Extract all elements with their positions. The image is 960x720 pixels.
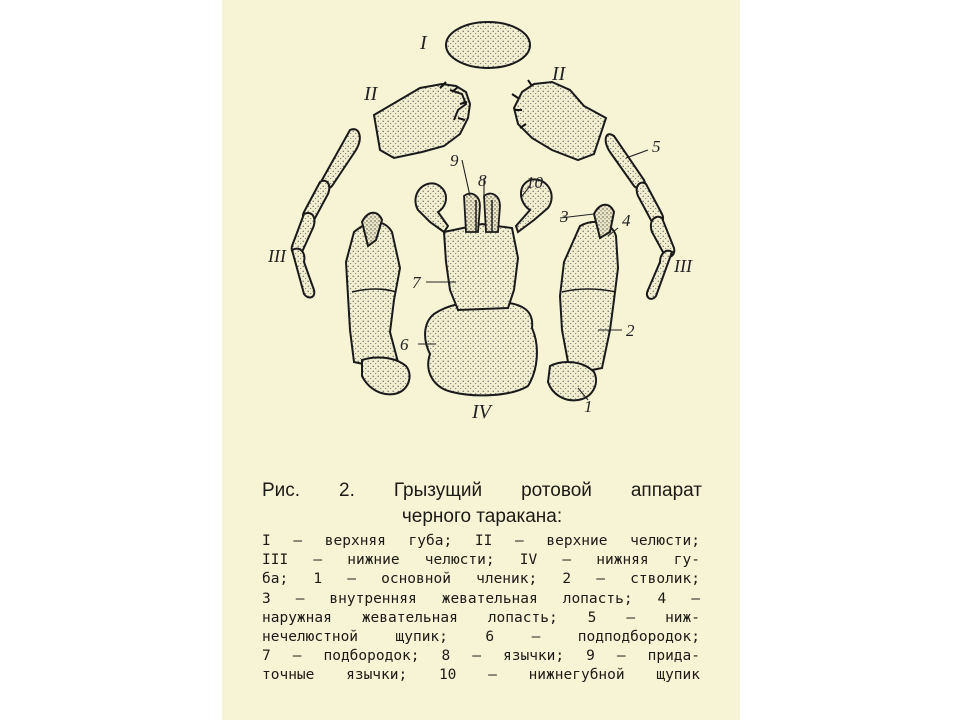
- left-mandible: [374, 82, 470, 158]
- label-II-right: II: [552, 63, 566, 85]
- lower-lip-labium: [415, 179, 551, 395]
- book-page: [222, 0, 740, 720]
- mouthparts-figure: [222, 0, 740, 440]
- label-7: 7: [412, 273, 421, 292]
- label-III-right: III: [674, 256, 692, 276]
- label-9: 9: [450, 151, 459, 170]
- legend-line: точные язычки; 10 — нижнегубной щупик: [262, 667, 700, 684]
- legend-line: 7 — подбородок; 8 — язычки; 9 — прида-: [262, 648, 700, 665]
- label-1: 1: [584, 397, 593, 416]
- label-2: 2: [626, 321, 635, 340]
- label-II-left: II: [364, 83, 378, 105]
- label-I: I: [420, 32, 427, 54]
- figure-caption-title: [262, 478, 702, 530]
- legend-line: III — нижние челюсти; IV — нижняя гу-: [262, 552, 700, 569]
- legend-line: I — верхняя губа; II — верхние челюсти;: [262, 533, 700, 549]
- legend-line: 3 — внутренняя жевательная лопасть; 4 —: [262, 590, 700, 607]
- right-mandible: [512, 80, 606, 160]
- caption-line-1: Рис. 2. Грызущий ротовой аппарат: [262, 480, 702, 501]
- label-5: 5: [652, 137, 661, 156]
- caption-line-2: черного таракана:: [401, 506, 563, 527]
- figure-legend: [262, 532, 700, 686]
- label-III-left: III: [268, 246, 286, 266]
- left-maxilla: [346, 213, 410, 395]
- label-4: 4: [622, 211, 631, 230]
- legend-line: ба; 1 — основной членик; 2 — стволик;: [262, 571, 700, 588]
- right-maxilla: [548, 205, 618, 401]
- label-8: 8: [478, 171, 487, 190]
- label-IV: IV: [472, 401, 491, 423]
- legend-line: наружная жевательная лопасть; 5 — ниж-: [262, 609, 700, 626]
- label-6: 6: [400, 335, 409, 354]
- legend-line: нечелюстной щупик; 6 — подподбородок;: [262, 629, 700, 646]
- label-10: 10: [526, 173, 543, 192]
- label-3: 3: [560, 207, 569, 226]
- upper-lip-labrum: [446, 22, 530, 68]
